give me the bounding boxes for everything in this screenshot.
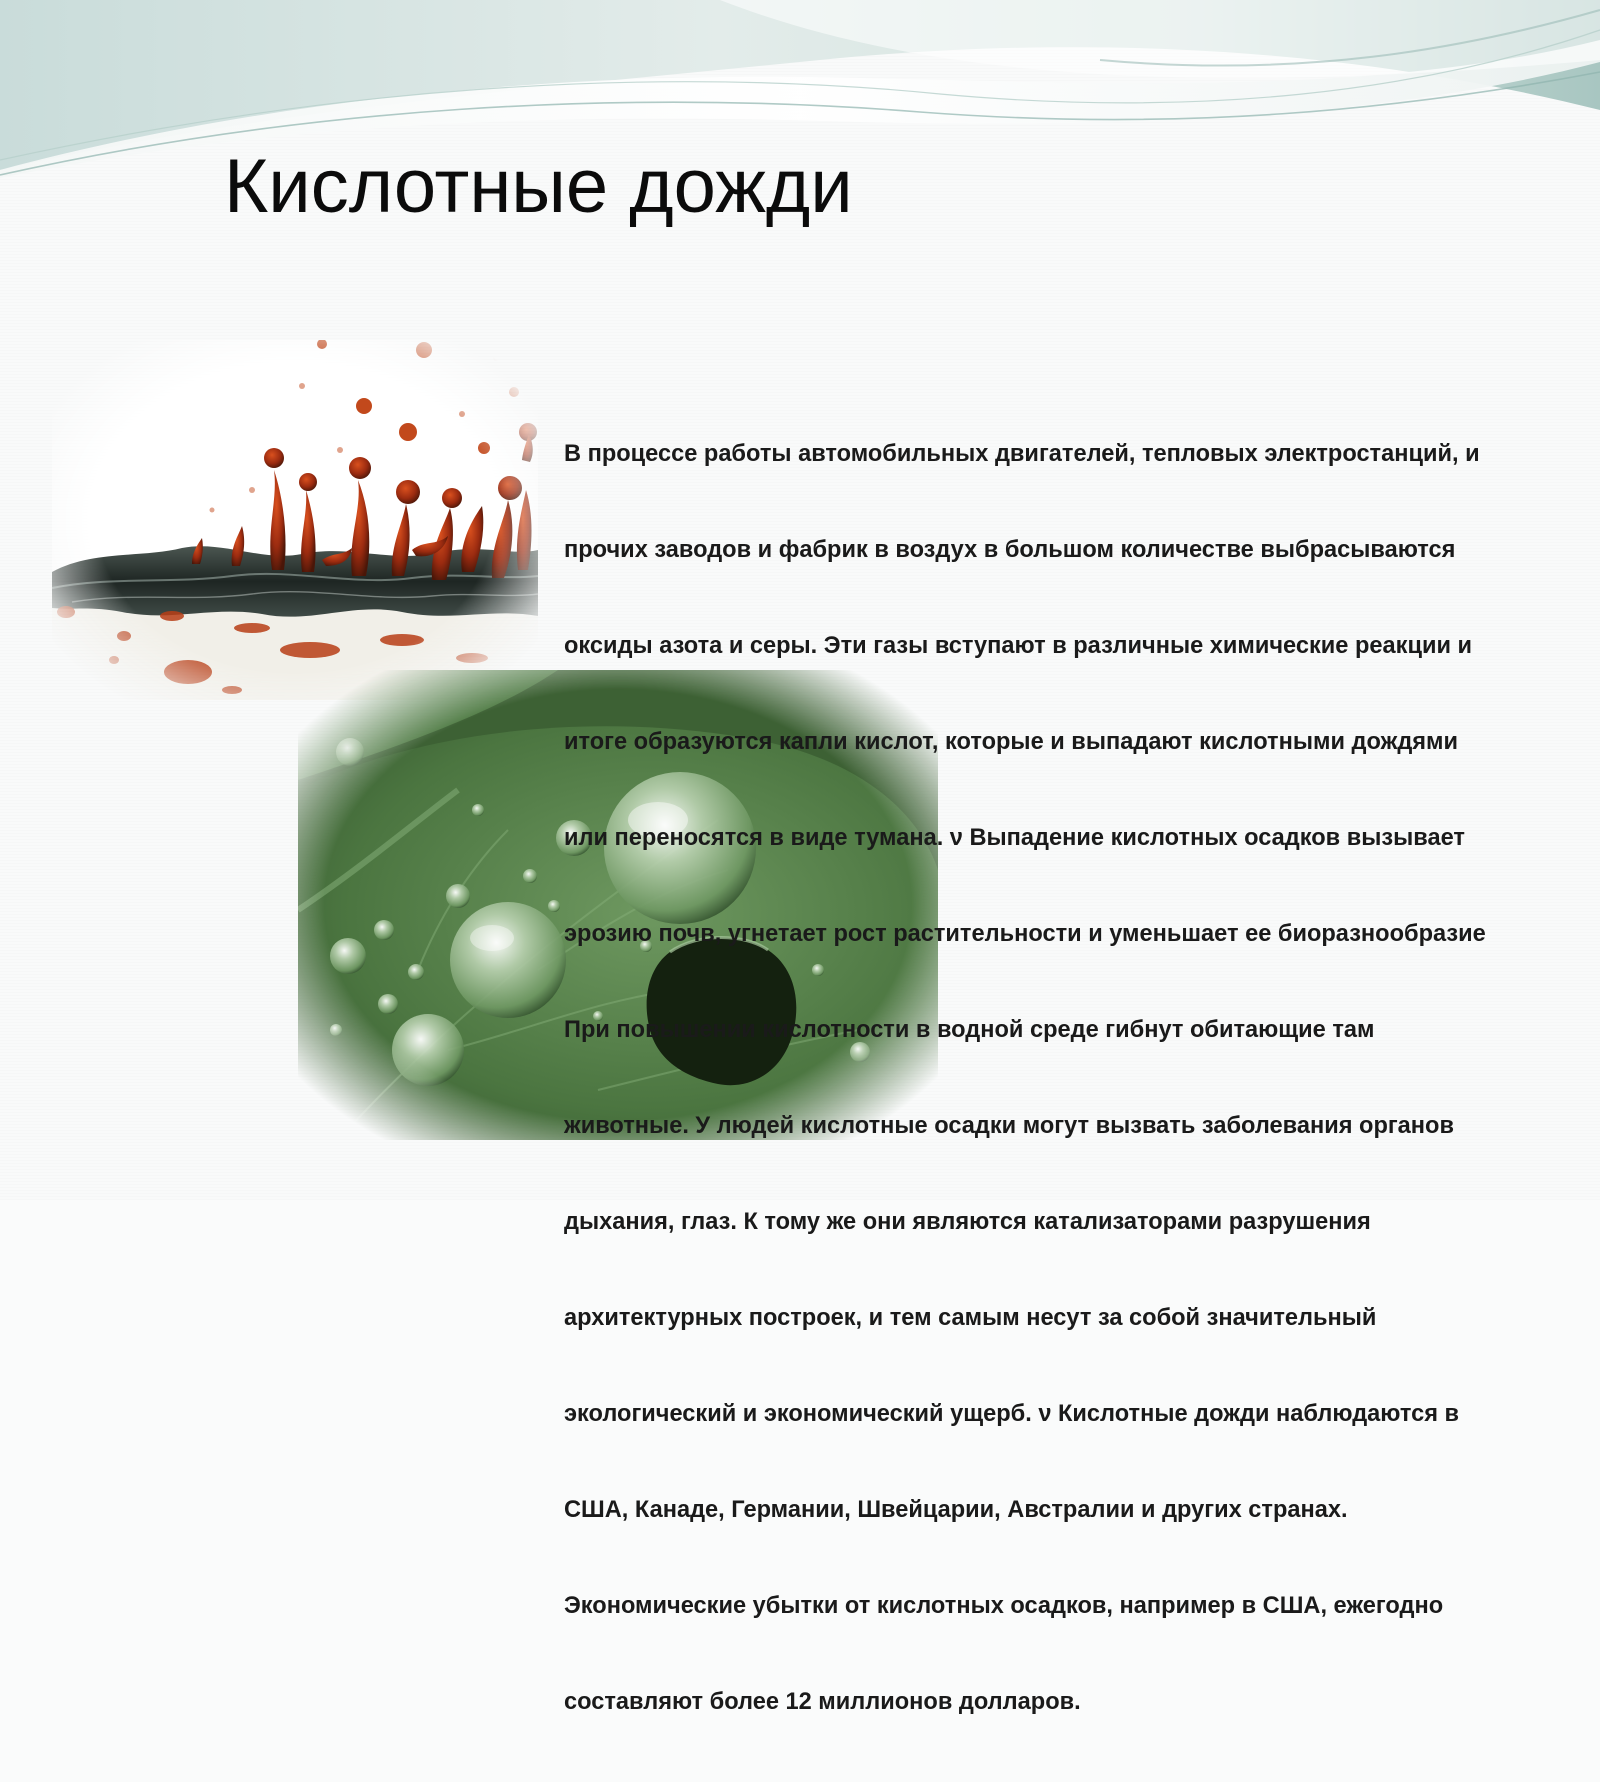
body-line: или переносятся в виде тумана. ν Выпадение кислотных осадков вызывает xyxy=(564,825,1465,851)
acid-splash-photo xyxy=(52,340,538,700)
body-line: экологический и экономический ущерб. ν Кислотные дожди наблюдаются в xyxy=(564,1401,1460,1427)
body-line: животные. У людей кислотные осадки могут вызвать заболевания органов xyxy=(564,1113,1454,1139)
body-line: эрозию почв, угнетает рост растительности и уменьшает ее биоразнообразие xyxy=(564,921,1486,947)
body-line: США, Канаде, Германии, Швейцарии, Австралии и других странах. xyxy=(564,1497,1348,1523)
body-line: оксиды азота и серы. Эти газы вступают в различные химические реакции и xyxy=(564,633,1473,659)
body-line: итоге образуются капли кислот, которые и выпадают кислотными дождями xyxy=(564,729,1459,755)
slide-title: Кислотные дожди xyxy=(224,144,853,229)
body-line: прочих заводов и фабрик в воздух в большом количестве выбрасываются xyxy=(564,537,1456,563)
body-line: архитектурных построек, и тем самым несут за собой значительный xyxy=(564,1305,1377,1331)
body-text xyxy=(564,374,1600,1782)
body-line: В процессе работы автомобильных двигателей, тепловых электростанций, и xyxy=(564,441,1480,467)
body-line: дыхания, глаз. К тому же они являются катализаторами разрушения xyxy=(564,1209,1371,1235)
body-line: Экономические убытки от кислотных осадков, например в США, ежегодно xyxy=(564,1593,1444,1619)
body-line: составляют более 12 миллионов долларов. xyxy=(564,1689,1081,1715)
body-line: При повышении кислотности в водной среде гибнут обитающие там xyxy=(564,1017,1375,1043)
